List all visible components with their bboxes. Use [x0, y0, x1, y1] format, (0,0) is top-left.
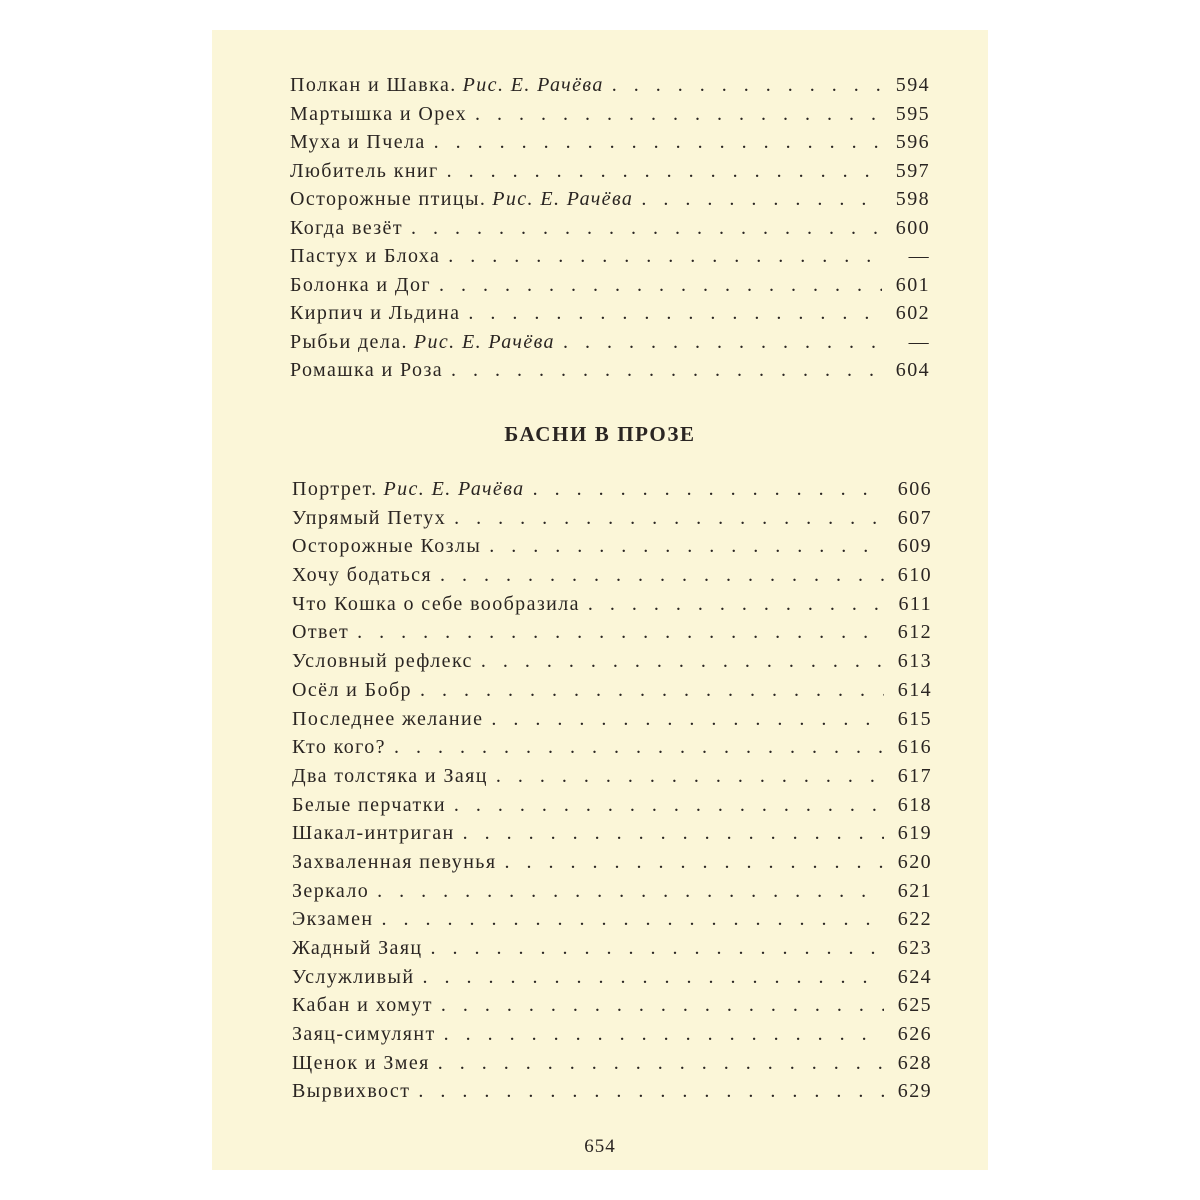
dot-leader — [504, 851, 884, 874]
toc-entry-page: 617 — [897, 764, 932, 787]
toc-entry — [292, 765, 932, 794]
dot-leader — [563, 331, 882, 354]
toc-entry-page: 629 — [897, 1080, 932, 1103]
dot-leader — [447, 160, 882, 183]
toc-entry-title: Портрет. — [292, 478, 378, 500]
toc-entry-title: Последнее желание — [292, 707, 484, 730]
section-heading: БАСНИ В ПРОЗЕ — [504, 422, 696, 446]
toc-entry — [292, 708, 932, 737]
toc-entry-page: 615 — [897, 707, 932, 730]
dot-leader — [444, 1023, 884, 1046]
toc-entry — [290, 245, 930, 274]
toc-entry-page: — — [908, 245, 930, 267]
toc-entry — [292, 507, 932, 536]
dot-leader — [533, 478, 884, 501]
toc-entry — [292, 1052, 932, 1081]
dot-leader — [422, 966, 884, 989]
toc-entry — [290, 74, 930, 103]
toc-entry-page: 604 — [895, 359, 930, 381]
toc-entry-illustration-credit: Рис. Е. Рачёва — [492, 188, 634, 210]
toc-entry-page: 594 — [895, 74, 930, 96]
toc-entry-page: 612 — [897, 621, 932, 644]
toc-entry — [292, 966, 932, 995]
toc-entry — [290, 274, 930, 303]
toc-entry-title: Ромашка и Роза — [290, 359, 444, 381]
toc-entry — [292, 794, 932, 823]
dot-leader — [420, 679, 884, 702]
toc-entry — [290, 302, 930, 331]
toc-entry — [290, 131, 930, 160]
dot-leader — [491, 708, 884, 731]
toc-entry-title: Два толстяка и Заяц — [292, 764, 488, 787]
toc-entry — [292, 593, 932, 622]
dot-leader — [612, 74, 882, 97]
page-number: 654 — [584, 1136, 616, 1157]
toc-entry — [292, 851, 932, 880]
toc-entry-page: 602 — [895, 302, 930, 324]
toc-entry-page: 611 — [898, 592, 932, 615]
toc-entry — [292, 535, 932, 564]
toc-entry — [290, 217, 930, 246]
toc-entry-title: Рыбьи дела. — [290, 330, 408, 353]
toc-entry-page: 624 — [897, 965, 932, 988]
toc-entry — [292, 880, 932, 909]
toc-entry — [292, 621, 932, 650]
toc-entry-title: Мартышка и Орех — [290, 102, 468, 125]
toc-entry-title: Жадный Заяц — [292, 937, 423, 959]
dot-leader — [441, 994, 884, 1017]
toc-entry-page: 623 — [897, 937, 932, 959]
toc-entry-title: Любитель книг — [290, 159, 439, 182]
toc-entry-page: 614 — [897, 678, 932, 701]
toc-entry-page: 625 — [897, 994, 932, 1017]
toc-entry-title: Захваленная певунья — [292, 850, 497, 873]
dot-leader — [481, 650, 884, 673]
toc-entry-title: Пастух и Блоха — [290, 245, 441, 267]
toc-entry-page: 601 — [895, 273, 930, 296]
toc-entry-title: Осторожные птицы. — [290, 188, 487, 210]
toc-entry — [292, 650, 932, 679]
toc-entry-title: Упрямый Петух — [292, 506, 447, 529]
dot-leader — [440, 564, 884, 587]
toc-entry-title: Муха и Пчела — [290, 131, 426, 153]
toc-entry-title: Осторожные Козлы — [292, 535, 482, 558]
dot-leader — [463, 822, 884, 845]
toc-list — [290, 74, 930, 388]
dot-leader — [357, 621, 884, 644]
toc-entry — [292, 679, 932, 708]
book-page — [212, 30, 988, 1170]
toc-entry-page: 620 — [897, 850, 932, 873]
toc-entry — [290, 331, 930, 360]
dot-leader — [411, 217, 882, 240]
dot-leader — [454, 507, 884, 530]
toc-entry — [292, 478, 932, 507]
toc-entry-page: 616 — [897, 736, 932, 759]
toc-entry-illustration-credit: Рис. Е. Рачёва — [413, 330, 555, 353]
toc-entry-page: 597 — [895, 159, 930, 182]
dot-leader — [475, 103, 882, 126]
toc-entry-title: Хочу бодаться — [292, 564, 432, 587]
toc-list — [292, 478, 932, 1109]
toc-entry-title: Полкан и Шавка. — [290, 74, 457, 96]
dot-leader — [431, 937, 884, 960]
dot-leader — [381, 908, 884, 931]
toc-entry-title: Белые перчатки — [292, 793, 446, 816]
toc-entry — [292, 1023, 932, 1052]
dot-leader — [468, 302, 882, 325]
dot-leader — [451, 359, 882, 382]
dot-leader — [434, 131, 882, 154]
toc-entry-page: 619 — [897, 822, 932, 845]
toc-entry — [292, 1080, 932, 1109]
dot-leader — [377, 880, 884, 903]
dot-leader — [394, 736, 884, 759]
toc-entry-page: 618 — [897, 793, 932, 816]
dot-leader — [448, 245, 882, 268]
dot-leader — [438, 1052, 884, 1075]
toc-entry — [290, 160, 930, 189]
toc-entry-illustration-credit: Рис. Е. Рачёва — [383, 478, 525, 500]
toc-entry — [292, 822, 932, 851]
dot-leader — [439, 274, 882, 297]
toc-entry-title: Экзамен — [292, 908, 374, 931]
toc-entry-page: 596 — [895, 131, 930, 153]
toc-entry-title: Услужливый — [292, 965, 415, 988]
toc-entry-title: Болонка и Дог — [290, 273, 431, 296]
dot-leader — [588, 593, 884, 616]
toc-entry — [292, 564, 932, 593]
toc-entry-page: 628 — [897, 1051, 932, 1074]
toc-entry-page: 622 — [897, 908, 932, 931]
toc-entry-title: Щенок и Змея — [292, 1051, 430, 1074]
dot-leader — [641, 188, 882, 211]
toc-entry-page: 600 — [895, 216, 930, 239]
dot-leader — [418, 1080, 884, 1103]
toc-entry-page: 595 — [895, 102, 930, 125]
toc-entry — [292, 937, 932, 966]
toc-entry-title: Заяц-симулянт — [292, 1023, 436, 1046]
toc-entry-title: Когда везёт — [290, 216, 403, 239]
toc-entry-page: 621 — [897, 879, 932, 902]
toc-entry — [292, 908, 932, 937]
toc-entry-page: 598 — [895, 188, 930, 210]
toc-entry-page: — — [908, 330, 930, 353]
toc-entry-title: Осёл и Бобр — [292, 678, 412, 701]
toc-entry-title: Кабан и хомут — [292, 994, 433, 1017]
toc-entry — [292, 736, 932, 765]
toc-entry-title: Что Кошка о себе вообразила — [292, 592, 580, 615]
toc-entry — [290, 359, 930, 388]
toc-entry-title: Условный рефлекс — [292, 650, 473, 673]
toc-entry-title: Вырвихвост — [292, 1080, 411, 1103]
dot-leader — [489, 535, 884, 558]
toc-entry — [290, 188, 930, 217]
toc-entry-page: 613 — [897, 650, 932, 673]
toc-entry-title: Кирпич и Льдина — [290, 302, 461, 324]
toc-entry — [290, 103, 930, 132]
dot-leader — [496, 765, 884, 788]
toc-entry-page: 606 — [897, 478, 932, 500]
toc-entry-page: 626 — [897, 1023, 932, 1046]
toc-entry-page: 607 — [897, 506, 932, 529]
toc-entry-page: 610 — [897, 564, 932, 587]
toc-entry-illustration-credit: Рис. Е. Рачёва — [462, 74, 604, 96]
toc-entry-title: Шакал-интриган — [292, 822, 455, 845]
toc-entry-title: Зеркало — [292, 879, 370, 902]
toc-entry-title: Ответ — [292, 621, 350, 644]
dot-leader — [454, 794, 884, 817]
toc-entry-page: 609 — [897, 535, 932, 558]
toc-entry-title: Кто кого? — [292, 736, 386, 759]
toc-entry — [292, 994, 932, 1023]
